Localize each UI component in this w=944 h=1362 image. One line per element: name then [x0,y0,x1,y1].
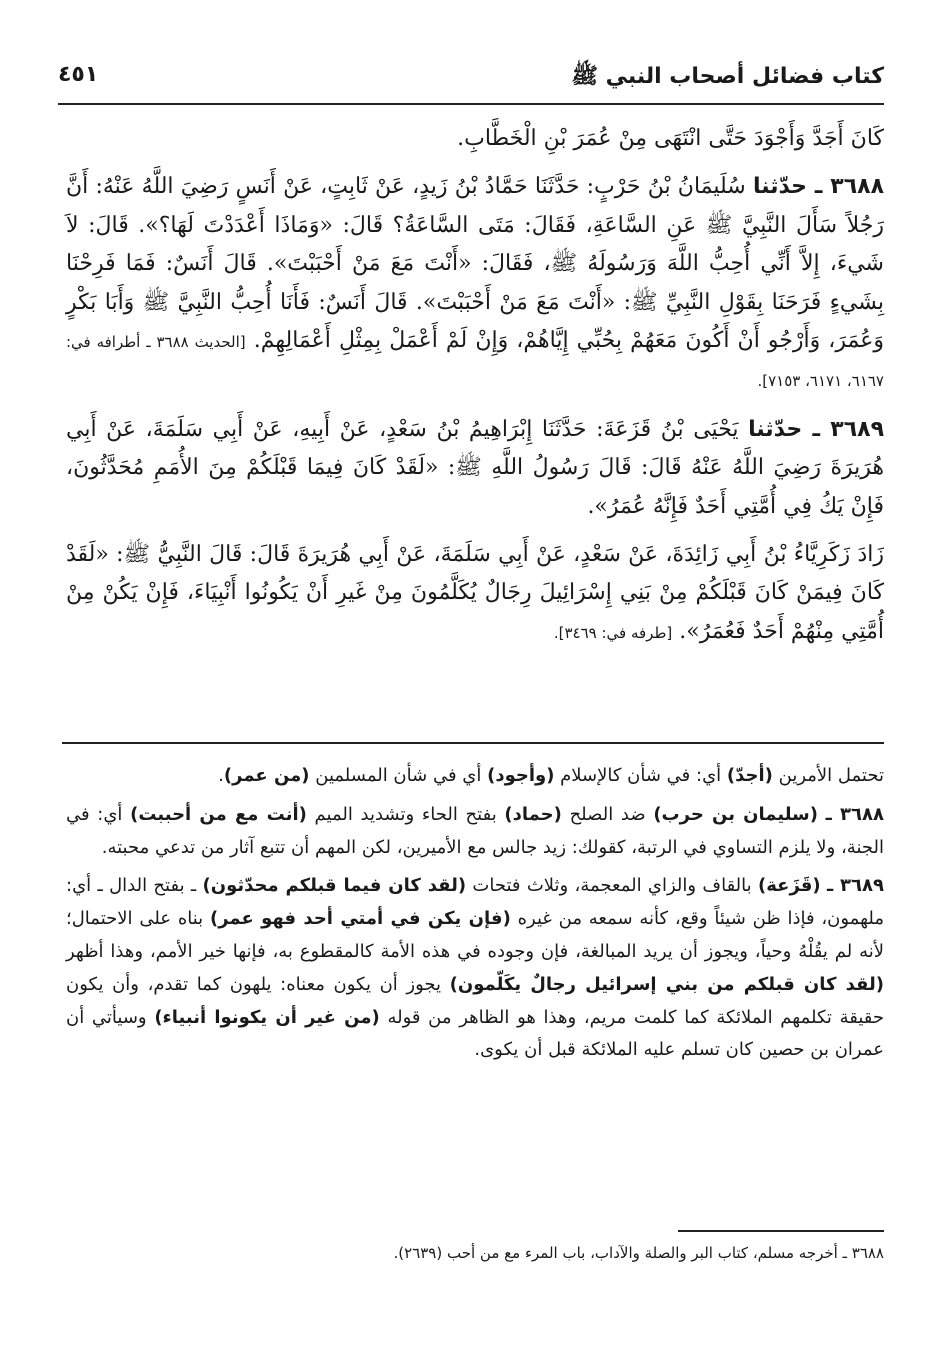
hadith-continuation: كَانَ أَجَدَّ وَأَجْوَدَ حَتَّى انْتَهَى مِنْ عُمَرَ بْنِ الْخَطَّابِ. [457,126,884,151]
hadith-3688: ٣٦٨٨ ـ حدّثنا سُلَيمَانُ بْنُ حَرْبٍ: حَدَّثَنَا حَمَّادُ بْنُ زَيدٍ، عَنْ ثَابِتٍ، عَنْ أَنَسٍ رَضِيَ اللَّهُ عَنْهُ: أَنَّ رَجُلاً سَأَلَ النَّبِيَّ ﷺ عَنِ السَّاعَةِ، فَقَالَ: مَتَى السَّاعَةُ؟ قَالَ: «وَمَاذَا أَعْدَدْتَ لَهَا؟». قَالَ: لاَ شَيءَ، إِلاَّ أَنِّي أُحِبُّ اللَّهَ وَرَسُولَهُ ﷺ، فَقَالَ: «أَنْتَ مَعَ مَنْ أَحْبَبْتَ». قَالَ أَنَسٌ: فَمَا فَرِحْنَا بِشَيءٍ فَرَحَنَا بِقَوْلِ النَّبِيِّ ﷺ: «أَنْتَ مَعَ مَنْ أَحْبَبْتَ». قَالَ أَنَسٌ: فَأَنَا أُحِبُّ النَّبِيَّ ﷺ وَأَبَا بَكْرٍ وَعُمَرَ، وَأَرْجُو أَنْ أَكُونَ مَعَهُمْ بِحُبِّي إِيَّاهُمْ، وَإِنْ لَمْ أَعْمَلْ بِمِثْلِ أَعْمَالِهِمْ. [الحديث ٣٦٨٨ ـ أطرافه في: ٦١٦٧، ٦١٧١، ٧١٥٣]. [66,174,885,391]
footnote-divider [678,1230,884,1232]
page-header [58,60,884,100]
hadith-addition: زَادَ زَكَرِيَّاءُ بْنُ أَبِي زَائِدَةَ، عَنْ سَعْدٍ، عَنْ أَبِي سَلَمَةَ، عَنْ أَبِي هُرَيرَةَ قَالَ: قَالَ النَّبِيُّ ﷺ: «لَقَدْ كَانَ فِيمَنْ كَانَ قَبْلَكُمْ مِنْ بَنِي إِسْرَائِيلَ رِجَالٌ يُكَلَّمُونَ مِنْ غَيرِ أَنْ يَكُونُوا أَنْبِيَاءَ، فَإِنْ يَكُنْ مِنْ أُمَّتِي مِنْهُمْ أَحَدٌ فَعُمَرُ». [طرفه في: ٣٤٦٩]. [66,542,884,644]
hadith-reference: [الحديث ٣٦٨٨ ـ أطرافه في: ٦١٦٧، ٦١٧١، ٧١٥٣]. [66,333,884,391]
section-divider [62,742,884,744]
commentary-paragraph: تحتمل الأمرين (أجدّ) أي: في شأن كالإسلام (وأجود) أي في شأن المسلمين (من عمر). [218,765,884,786]
hadith-3689: ٣٦٨٩ ـ حدّثنا يَحْيَى بْنُ قَزَعَةَ: حَدَّثَنَا إِبْرَاهِيمُ بْنُ سَعْدٍ، عَنْ أَبِيهِ، عَنْ أَبِي سَلَمَةَ، عَنْ أَبِي هُرَيرَةَ رَضِيَ اللَّهُ عَنْهُ قَالَ: قَالَ رَسُولُ اللَّهِ ﷺ: «لَقَدْ كَانَ فِيمَا قَبْلَكُمْ مِنَ الأُمَمِ مُحَدَّثُونَ، فَإِنْ يَكُ فِي أُمَّتِي أَحَدٌ فَإِنَّهُ عُمَرُ». [66,416,885,519]
commentary-text [66,760,884,1067]
hadith-number: ٣٦٨٨ ـ حدّثنا [752,174,885,200]
commentary-paragraph: ٣٦٨٩ ـ (قَزَعة) بالقاف والزاي المعجمة، وثلاث فتحات (لقد كان فيما قبلكم محدّثون) ـ بفتح الدال ـ أي: ملهمون، فإذا ظن شيئاً وقع، كأنه سمعه من غيره (فإن يكن في أمتي أحد فهو عمر) بناه على الاحتمال؛ لأنه لم يقُلْهُ وحياً، ويجوز أن يريد المبالغة، فإن وجوده في هذه الأمة كالمقطوع به، فإنها خير الأمم، وهذا أظهر (لقد كان قبلكم من بني إسرائيل رجالٌ يكَلّمون) يجوز أن يكون معناه: يلهون كما تقدم، وأن يكون حقيقة تكلمهم الملائكة كما كلمت مريم، وهذا هو الظاهر من قوله (من غير أن يكونوا أنبياء) وسيأتي أن عمران بن حصين كان تسلم عليه الملائكة قبل أن يكوى. [66,875,884,1061]
commentary-paragraph: ٣٦٨٨ ـ (سليمان بن حرب) ضد الصلح (حماد) بفتح الحاء وتشديد الميم (أنت مع من أحببت) أي: في الجنة، ولا يلزم التساوي في الرتبة، كقولك: زيد جالس مع الأميرين، لكن المهم أن تتبع آثار من تدعي محبته. [66,803,884,858]
book-title: كتاب فضائل أصحاب النبي ﷺ [571,64,884,89]
footnote: ٣٦٨٨ ـ أخرجه مسلم، كتاب البر والصلة والآداب، باب المرء مع من أحب (٢٦٣٩). [393,1244,884,1262]
header-divider [58,103,884,105]
hadith-number: ٣٦٨٩ ـ حدّثنا [748,416,885,442]
hadith-reference: [طرفه في: ٣٤٦٩]. [553,623,673,642]
hadith-text [66,120,884,652]
page-number: ٤٥١ [58,62,99,87]
